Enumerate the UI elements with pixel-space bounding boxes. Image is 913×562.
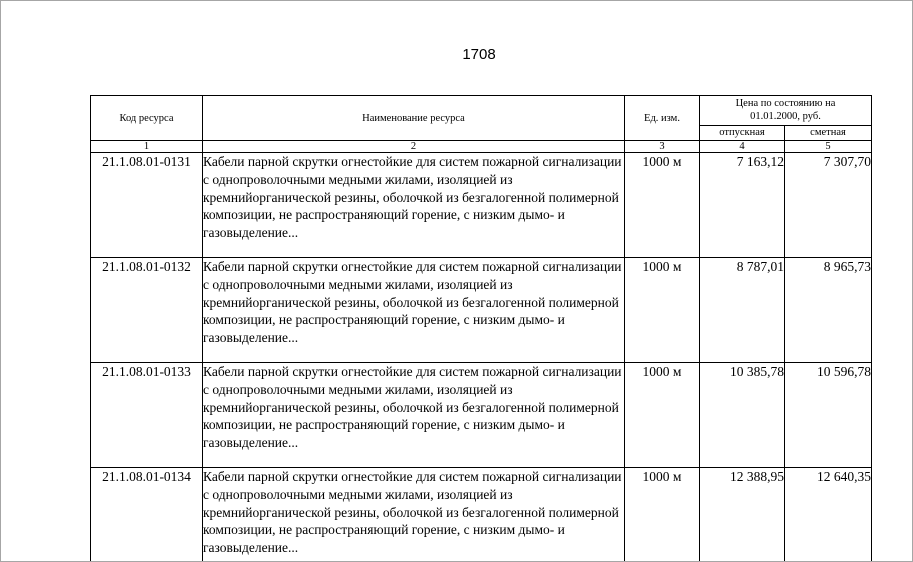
release-price: 7 163,12 xyxy=(700,153,785,258)
page-number: 1708 xyxy=(462,46,496,63)
resource-unit: 1000 м xyxy=(625,153,700,258)
header-row xyxy=(91,96,872,126)
column-number: 2 xyxy=(203,141,625,153)
column-number: 5 xyxy=(785,141,872,153)
resource-name: Кабели парной скрутки огнестойкие для систем пожарной сигнализации с однопроволочными медными жилами, изоляцией из кремнийорганической резины, оболочкой из безгалогенной полимерной композиции, не распространяющий горение, с низким дымо- и газовыделение... xyxy=(203,363,625,468)
estimate-price: 8 965,73 xyxy=(785,258,872,363)
column-number: 3 xyxy=(625,141,700,153)
header-unit: Ед. изм. xyxy=(625,96,700,141)
table-row xyxy=(91,468,872,562)
release-price: 8 787,01 xyxy=(700,258,785,363)
release-price: 10 385,78 xyxy=(700,363,785,468)
resource-name: Кабели парной скрутки огнестойкие для систем пожарной сигнализации с однопроволочными медными жилами, изоляцией из кремнийорганической резины, оболочкой из безгалогенной полимерной композиции, не распространяющий горение, с низким дымо- и газовыделение... xyxy=(203,258,625,363)
resource-unit: 1000 м xyxy=(625,363,700,468)
table-row xyxy=(91,258,872,363)
estimate-price: 10 596,78 xyxy=(785,363,872,468)
resource-code: 21.1.08.01-0131 xyxy=(91,153,203,258)
column-number-row xyxy=(91,141,872,153)
resource-name: Кабели парной скрутки огнестойкие для систем пожарной сигнализации с однопроволочными медными жилами, изоляцией из кремнийорганической резины, оболочкой из безгалогенной полимерной композиции, не распространяющий горение, с низким дымо- и газовыделение... xyxy=(203,468,625,562)
header-price-group: Цена по состоянию на 01.01.2000, руб. xyxy=(700,96,872,126)
release-price: 12 388,95 xyxy=(700,468,785,562)
resource-table xyxy=(90,95,872,562)
column-number: 1 xyxy=(91,141,203,153)
column-number: 4 xyxy=(700,141,785,153)
table-row xyxy=(91,363,872,468)
resource-code: 21.1.08.01-0133 xyxy=(91,363,203,468)
resource-code: 21.1.08.01-0132 xyxy=(91,258,203,363)
estimate-price: 12 640,35 xyxy=(785,468,872,562)
resource-name: Кабели парной скрутки огнестойкие для систем пожарной сигнализации с однопроволочными медными жилами, изоляцией из кремнийорганической резины, оболочкой из безгалогенной полимерной композиции, не распространяющий горение, с низким дымо- и газовыделение... xyxy=(203,153,625,258)
header-name: Наименование ресурса xyxy=(203,96,625,141)
resource-code: 21.1.08.01-0134 xyxy=(91,468,203,562)
table-row xyxy=(91,153,872,258)
resource-unit: 1000 м xyxy=(625,258,700,363)
header-code: Код ресурса xyxy=(91,96,203,141)
resource-unit: 1000 м xyxy=(625,468,700,562)
header-release-price: отпускная xyxy=(700,125,785,140)
estimate-price: 7 307,70 xyxy=(785,153,872,258)
header-estimate-price: сметная xyxy=(785,125,872,140)
